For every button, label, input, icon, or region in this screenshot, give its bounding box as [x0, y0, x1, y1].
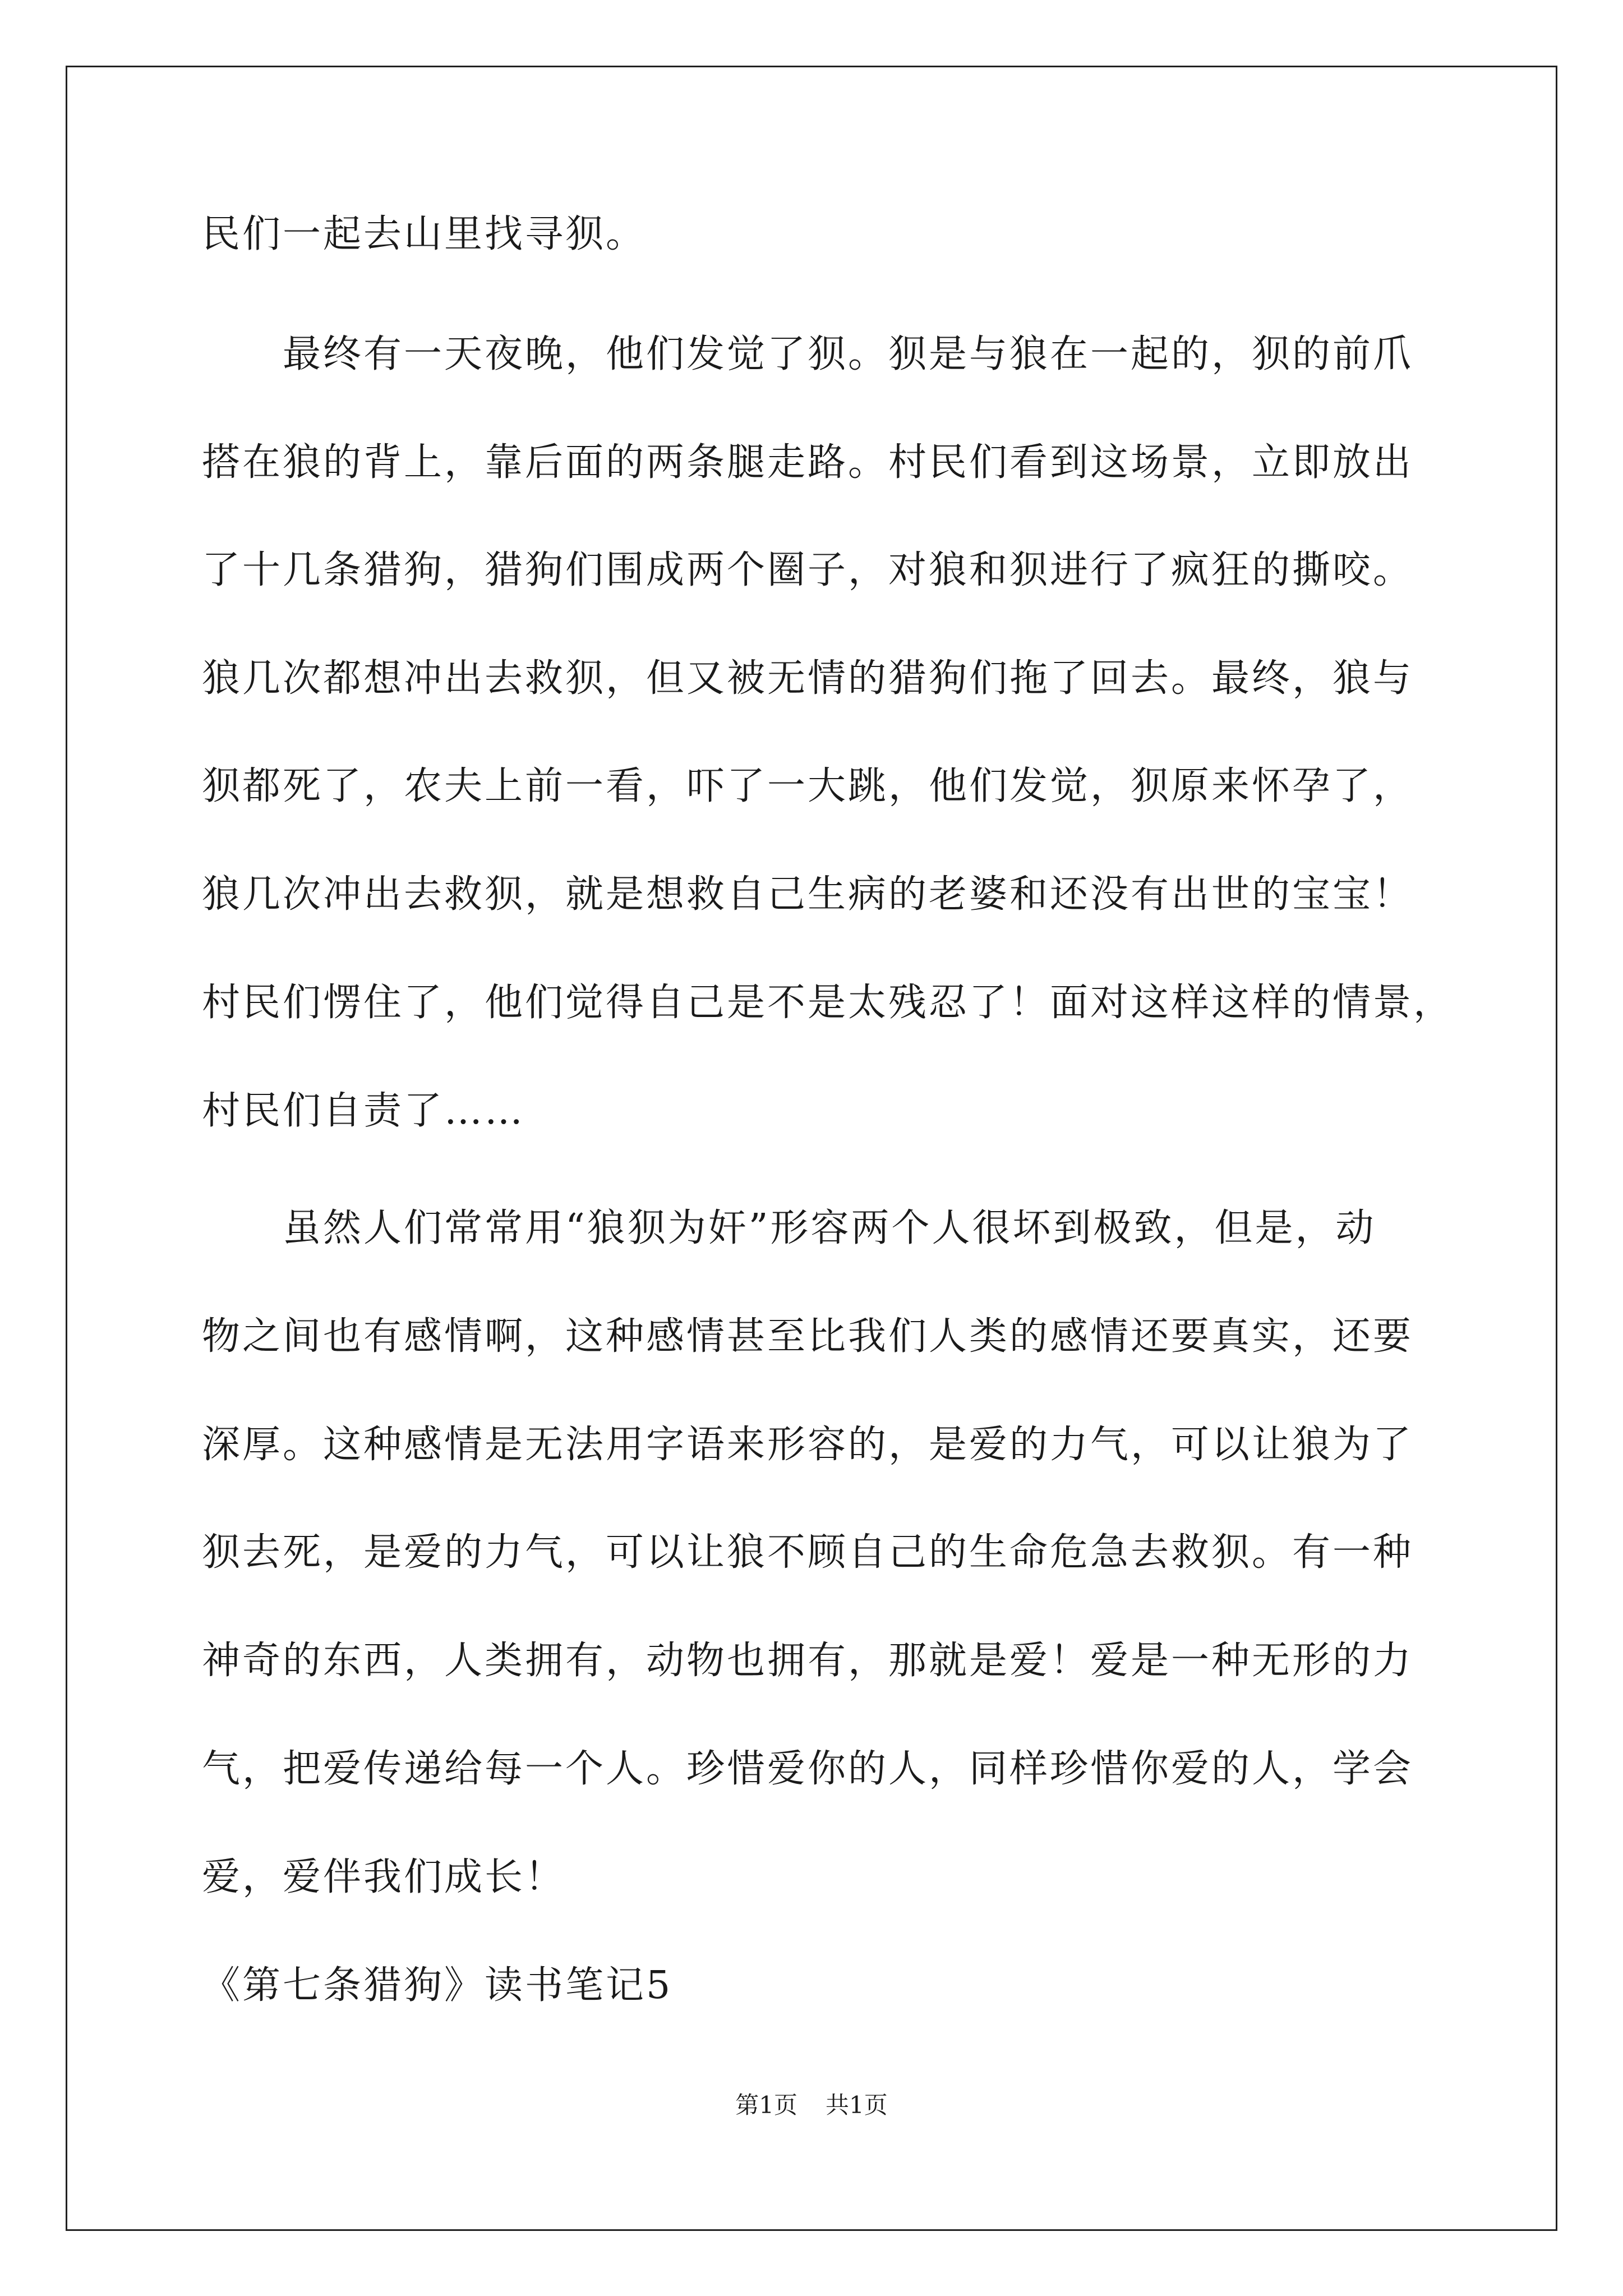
text-line: 深厚。这种感情是无法用字语来形容的，是爱的力气，可以让狼为了	[202, 1423, 1414, 1467]
text-line: 狼几次冲出去救狈，就是想救自己生病的老婆和还没有出世的宝宝！	[202, 872, 1414, 917]
page-total: 共1页	[826, 2091, 888, 2119]
page-footer	[0, 2091, 1623, 2119]
text-line: 爱，爱伴我们成长！	[202, 1855, 566, 1899]
text-line: 村民们愣住了，他们觉得自己是不是太残忍了！面对这样这样的情景，	[202, 981, 1454, 1025]
text-line: 民们一起去山里找寻狈。	[202, 212, 647, 256]
text-line: 气，把爱传递给每一个人。珍惜爱你的人，同样珍惜你爱的人，学会	[202, 1747, 1414, 1791]
text-line: 村民们自责了……	[202, 1089, 525, 1133]
text-line: 狼几次都想冲出去救狈，但又被无情的猎狗们拖了回去。最终，狼与	[202, 656, 1414, 701]
text-line: 了十几条猎狗，猎狗们围成两个圈子，对狼和狈进行了疯狂的撕咬。	[202, 548, 1414, 592]
text-line: 物之间也有感情啊，这种感情甚至比我们人类的感情还要真实，还要	[202, 1314, 1414, 1359]
text-line: 搭在狼的背上，靠后面的两条腿走路。村民们看到这场景，立即放出	[202, 440, 1414, 485]
section-title: 《第七条猎狗》读书笔记5	[202, 1963, 673, 2008]
text-line: 狈都死了，农夫上前一看，吓了一大跳，他们发觉，狈原来怀孕了，	[202, 764, 1414, 808]
text-line: 神奇的东西，人类拥有，动物也拥有，那就是爱！爱是一种无形的力	[202, 1639, 1414, 1683]
text-line: 虽然人们常常用“狼狈为奸”形容两个人很坏到极致，但是，动	[202, 1206, 1376, 1250]
text-line: 最终有一天夜晚，他们发觉了狈。狈是与狼在一起的，狈的前爪	[202, 332, 1414, 376]
text-line: 狈去死，是爱的力气，可以让狼不顾自己的生命危急去救狈。有一种	[202, 1530, 1414, 1575]
page-border	[66, 66, 1557, 2231]
page-number: 第1页	[735, 2091, 797, 2119]
